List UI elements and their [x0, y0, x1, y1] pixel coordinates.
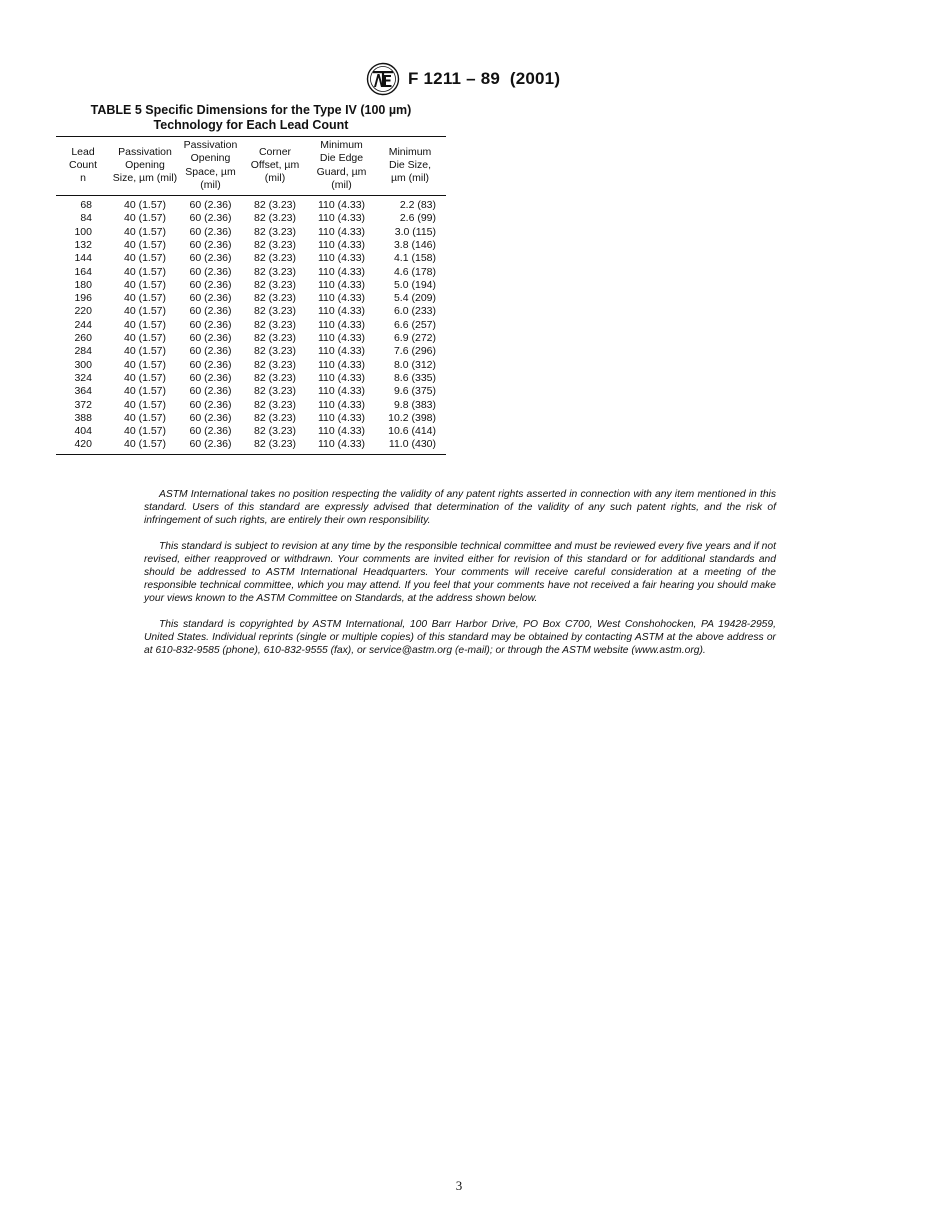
cell-opening-space: 60 (2.36)	[180, 438, 241, 454]
cell-opening-space: 60 (2.36)	[189, 265, 232, 278]
cell-die-size: 10.2 (398)	[388, 411, 436, 424]
cell-die-size: 8.0 (312)	[393, 358, 436, 371]
cell-die-edge-guard: 110 (4.33)	[309, 438, 374, 454]
cell-die-size: 2.6 (99)	[399, 212, 436, 225]
cell-die-edge-guard: 110 (4.33)	[317, 199, 366, 212]
cell-die-size: 6.9 (272)	[393, 332, 436, 345]
cell-opening-size: 40 (1.57)	[123, 252, 167, 265]
cell-corner-offset: 82 (3.23)	[253, 225, 297, 238]
cell-opening-space: 60 (2.36)	[189, 398, 232, 411]
cell-opening-space: 60 (2.36)	[189, 425, 232, 438]
cell-die-edge-guard: 110 (4.33)	[317, 398, 366, 411]
table-row	[56, 239, 446, 252]
table-title-line: TABLE 5 Specific Dimensions for the Type IV (100 µm)	[90, 103, 412, 117]
cell-corner-offset: 82 (3.23)	[253, 332, 297, 345]
cell-opening-size: 40 (1.57)	[123, 332, 167, 345]
cell-die-size: 6.6 (257)	[393, 318, 436, 331]
cell-opening-size: 40 (1.57)	[123, 398, 167, 411]
astm-logo-icon	[366, 62, 400, 96]
cell-opening-space: 60 (2.36)	[189, 199, 232, 212]
cell-opening-space: 60 (2.36)	[189, 385, 232, 398]
header-line: Passivation	[183, 139, 238, 152]
cell-opening-size: 40 (1.57)	[123, 345, 167, 358]
notices	[144, 488, 776, 669]
column-header-corner-offset	[241, 137, 309, 196]
cell-opening-size: 40 (1.57)	[123, 371, 167, 384]
cell-opening-size: 40 (1.57)	[123, 292, 167, 305]
cell-lead-count: 324	[74, 371, 92, 384]
cell-opening-space: 60 (2.36)	[189, 292, 232, 305]
cell-lead-count: 364	[74, 385, 92, 398]
cell-die-size: 4.6 (178)	[393, 265, 436, 278]
table-row	[56, 438, 446, 454]
cell-opening-size: 40 (1.57)	[123, 318, 167, 331]
cell-die-edge-guard: 110 (4.33)	[317, 278, 366, 291]
page-number: 3	[455, 1178, 463, 1193]
cell-opening-space: 60 (2.36)	[189, 225, 232, 238]
header-line: Passivation	[118, 145, 172, 158]
cell-opening-size: 40 (1.57)	[123, 358, 167, 371]
cell-opening-size: 40 (1.57)	[123, 385, 167, 398]
cell-lead-count: 68	[80, 199, 92, 212]
cell-corner-offset: 82 (3.23)	[253, 278, 297, 291]
cell-die-size: 3.8 (146)	[393, 238, 436, 251]
cell-die-size: 4.1 (158)	[393, 252, 436, 265]
cell-corner-offset: 82 (3.23)	[253, 398, 297, 411]
header-line: Offset, µm	[250, 158, 300, 171]
header-line: Opening	[125, 158, 165, 171]
table-row	[56, 305, 446, 318]
table-row	[56, 332, 446, 345]
cell-lead-count: 388	[74, 411, 92, 424]
cell-corner-offset: 82 (3.23)	[253, 212, 297, 225]
header-line: Minimum	[388, 145, 432, 158]
cell-opening-space: 60 (2.36)	[189, 252, 232, 265]
table-row	[56, 425, 446, 438]
cell-opening-size: 40 (1.57)	[123, 225, 167, 238]
cell-die-size: 5.0 (194)	[393, 278, 436, 291]
header-line: (mil)	[200, 178, 221, 191]
cell-die-edge-guard: 110 (4.33)	[317, 425, 366, 438]
cell-corner-offset: 82 (3.23)	[253, 199, 297, 212]
table-body	[56, 196, 446, 455]
table-row	[56, 359, 446, 372]
cell-die-size: 6.0 (233)	[393, 305, 436, 318]
cell-lead-count: 284	[74, 345, 92, 358]
cell-corner-offset: 82 (3.23)	[253, 238, 297, 251]
table-row	[56, 292, 446, 305]
cell-opening-size: 40 (1.57)	[123, 238, 167, 251]
table-row	[56, 265, 446, 278]
cell-lead-count: 164	[74, 265, 92, 278]
column-header-lead-count	[56, 137, 110, 196]
cell-die-size: 9.6 (375)	[393, 385, 436, 398]
cell-lead-count: 100	[74, 225, 92, 238]
cell-corner-offset: 82 (3.23)	[253, 305, 297, 318]
header-line: Size, µm (mil)	[112, 172, 178, 185]
table-title-line: Technology for Each Lead Count	[153, 118, 349, 132]
table-row	[56, 412, 446, 425]
cell-corner-offset: 82 (3.23)	[253, 318, 297, 331]
table-row	[56, 212, 446, 225]
cell-die-edge-guard: 110 (4.33)	[317, 385, 366, 398]
cell-die-edge-guard: 110 (4.33)	[317, 212, 366, 225]
header-line: n	[80, 172, 86, 185]
cell-opening-size: 40 (1.57)	[123, 411, 167, 424]
cell-corner-offset: 82 (3.23)	[253, 265, 297, 278]
table-row	[56, 385, 446, 398]
column-header-die-edge-guard	[309, 137, 374, 196]
table-row	[56, 345, 446, 358]
cell-opening-size: 40 (1.57)	[123, 305, 167, 318]
header-line: Space, µm	[185, 165, 236, 178]
cell-opening-size: 40 (1.57)	[123, 199, 167, 212]
cell-die-edge-guard: 110 (4.33)	[317, 318, 366, 331]
cell-corner-offset: 82 (3.23)	[253, 358, 297, 371]
cell-die-edge-guard: 110 (4.33)	[317, 411, 366, 424]
cell-opening-space: 60 (2.36)	[189, 411, 232, 424]
cell-die-edge-guard: 110 (4.33)	[317, 265, 366, 278]
header-line: Guard, µm	[316, 165, 367, 178]
dimensions-table	[56, 136, 446, 455]
cell-die-size: 2.2 (83)	[399, 199, 436, 212]
cell-opening-size: 40 (1.57)	[123, 278, 167, 291]
column-header-opening-space	[180, 137, 241, 196]
cell-opening-size: 40 (1.57)	[110, 438, 180, 454]
cell-lead-count: 260	[74, 332, 92, 345]
column-header-opening-size	[110, 137, 180, 196]
cell-lead-count: 132	[74, 238, 92, 251]
column-header-die-size	[374, 137, 446, 196]
header-line: Opening	[190, 152, 231, 165]
table-row	[56, 196, 446, 213]
cell-lead-count: 404	[74, 425, 92, 438]
cell-lead-count: 420	[56, 438, 110, 454]
table-row	[56, 372, 446, 385]
cell-corner-offset: 82 (3.23)	[253, 411, 297, 424]
cell-lead-count: 84	[80, 212, 92, 225]
cell-die-size: 3.0 (115)	[394, 225, 436, 238]
cell-opening-space: 60 (2.36)	[189, 332, 232, 345]
table-title	[56, 103, 446, 133]
cell-die-size: 10.6 (414)	[388, 425, 436, 438]
cell-die-edge-guard: 110 (4.33)	[317, 371, 366, 384]
header-line: Count	[68, 158, 98, 171]
cell-corner-offset: 82 (3.23)	[253, 425, 297, 438]
cell-corner-offset: 82 (3.23)	[253, 292, 297, 305]
header-line: (mil)	[264, 172, 286, 185]
table-row	[56, 279, 446, 292]
cell-lead-count: 244	[74, 318, 92, 331]
cell-opening-space: 60 (2.36)	[189, 278, 232, 291]
page-header	[0, 62, 950, 96]
cell-die-edge-guard: 110 (4.33)	[317, 332, 366, 345]
cell-opening-space: 60 (2.36)	[189, 358, 232, 371]
cell-opening-space: 60 (2.36)	[189, 345, 232, 358]
cell-opening-size: 40 (1.57)	[123, 265, 167, 278]
cell-corner-offset: 82 (3.23)	[253, 345, 297, 358]
revision-notice: This standard is subject to revision at any time by the responsible technical committee and must be reviewed every five years and if not revised, either reapproved or withdrawn. Your comments are invited either for revision of this standard or for additional standards and should be addressed to ASTM International Headquarters. Your comments will receive careful consideration at a meeting of the responsible technical committee, which you may attend. If you feel that your comments have not received a fair hearing you should make your views known to the ASTM Committee on Standards, at the address shown below.	[144, 540, 776, 605]
cell-opening-space: 60 (2.36)	[189, 238, 232, 251]
patent-notice: ASTM International takes no position respecting the validity of any patent rights asserted in connection with any item mentioned in this standard. Users of this standard are expressly advised that determination of the validity of any such patent rights, and the risk of infringement of such rights, are entirely their own responsibility.	[144, 489, 776, 527]
header-line: Lead	[71, 145, 95, 158]
table-row	[56, 398, 446, 411]
cell-lead-count: 196	[74, 292, 92, 305]
cell-opening-space: 60 (2.36)	[189, 318, 232, 331]
copyright-notice: This standard is copyrighted by ASTM International, 100 Barr Harbor Drive, PO Box C700, West Conshohocken, PA 19428-2959, United States. Individual reprints (single or multiple copies) of this standard may be obtained by contacting ASTM at the above address or at 610-832-9585 (phone), 610-832-9555 (fax), or service@astm.org (e-mail); or through the ASTM website (www.astm.org).	[144, 618, 776, 657]
standard-designation: F 1211 – 89 (2001)	[408, 69, 561, 88]
cell-corner-offset: 82 (3.23)	[253, 385, 297, 398]
cell-die-size: 11.0 (430)	[374, 438, 446, 454]
cell-die-size: 5.4 (209)	[393, 292, 436, 305]
cell-opening-space: 60 (2.36)	[189, 305, 232, 318]
cell-corner-offset: 82 (3.23)	[241, 438, 309, 454]
cell-corner-offset: 82 (3.23)	[253, 371, 297, 384]
header-line: Die Edge	[319, 152, 364, 165]
cell-die-size: 9.8 (383)	[393, 398, 436, 411]
cell-lead-count: 300	[74, 358, 92, 371]
header-line: (mil)	[331, 178, 352, 191]
cell-die-edge-guard: 110 (4.33)	[317, 305, 366, 318]
cell-lead-count: 220	[74, 305, 92, 318]
cell-opening-space: 60 (2.36)	[189, 212, 232, 225]
cell-die-edge-guard: 110 (4.33)	[317, 238, 366, 251]
header-line: Die Size,	[388, 158, 431, 171]
cell-opening-size: 40 (1.57)	[123, 425, 167, 438]
cell-die-edge-guard: 110 (4.33)	[317, 358, 366, 371]
cell-die-edge-guard: 110 (4.33)	[317, 225, 366, 238]
cell-lead-count: 372	[74, 398, 92, 411]
cell-opening-size: 40 (1.57)	[123, 212, 167, 225]
table-row	[56, 319, 446, 332]
cell-die-edge-guard: 110 (4.33)	[317, 292, 366, 305]
cell-die-size: 7.6 (296)	[393, 345, 436, 358]
cell-opening-space: 60 (2.36)	[189, 371, 232, 384]
cell-lead-count: 180	[74, 278, 92, 291]
cell-die-edge-guard: 110 (4.33)	[317, 345, 366, 358]
table-row	[56, 226, 446, 239]
cell-die-edge-guard: 110 (4.33)	[317, 252, 366, 265]
header-line: Corner	[258, 145, 292, 158]
cell-lead-count: 144	[74, 252, 92, 265]
cell-die-size: 8.6 (335)	[393, 371, 436, 384]
table-row	[56, 252, 446, 265]
header-line: Minimum	[320, 139, 363, 152]
header-line: µm (mil)	[390, 172, 430, 185]
cell-corner-offset: 82 (3.23)	[253, 252, 297, 265]
table-header-row	[56, 137, 446, 196]
